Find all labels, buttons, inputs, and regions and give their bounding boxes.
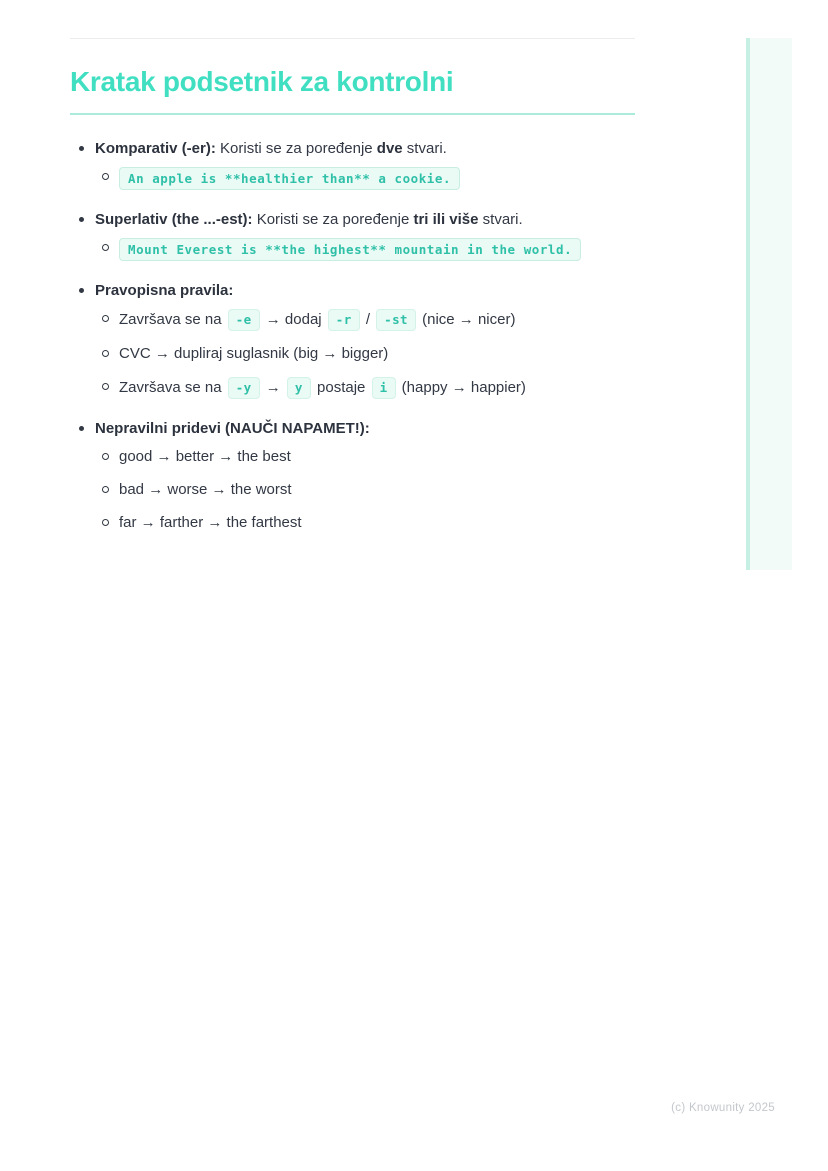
text-segment: bad → worse → the worst	[119, 481, 292, 498]
list-item-label	[95, 282, 233, 299]
bold-text: Komparativ (-er):	[95, 140, 216, 157]
sub-list-item	[95, 480, 635, 500]
text-segment: stvari.	[402, 140, 447, 157]
page-title: Kratak podsetnik za kontrolni	[70, 66, 454, 97]
sub-list-item	[95, 447, 635, 467]
inline-code-chip: -y	[228, 377, 260, 399]
text-segment: (nice → nicer)	[417, 311, 516, 328]
bullet-list	[70, 139, 635, 533]
text-segment: (happy → happier)	[397, 379, 526, 396]
sub-list-item	[95, 238, 635, 261]
list-item	[70, 281, 635, 399]
text-segment: /	[361, 311, 375, 328]
sub-list	[95, 238, 635, 261]
code-block: An apple is **healthier than** a cookie.	[119, 167, 460, 190]
top-divider	[70, 38, 635, 39]
text-segment: →	[261, 379, 285, 396]
text-segment: good → better → the best	[119, 448, 291, 465]
bold-text: dve	[376, 140, 403, 157]
list-item-label	[95, 140, 447, 157]
sub-list-item	[95, 344, 635, 364]
footer-copyright: (c) Knowunity 2025	[671, 1102, 775, 1114]
list-item-label	[95, 420, 370, 437]
bold-text: Pravopisna pravila:	[95, 282, 234, 299]
list-item	[70, 419, 635, 533]
list-item-label	[95, 211, 523, 228]
sub-list	[95, 309, 635, 399]
bold-text: Superlativ (the ...-est):	[95, 211, 253, 228]
sub-list-item	[95, 309, 635, 331]
text-segment: Završava se na	[119, 379, 226, 396]
sub-list-item	[95, 377, 635, 399]
text-segment: far → farther → the farthest	[119, 514, 302, 531]
title-underline	[70, 113, 635, 115]
sub-list	[95, 447, 635, 533]
sub-list-item	[95, 167, 635, 190]
inline-code-chip: -st	[376, 309, 416, 331]
text-segment: stvari.	[478, 211, 523, 228]
inline-code-chip: y	[287, 377, 311, 399]
text-segment: CVC → dupliraj suglasnik (big → bigger)	[119, 345, 389, 362]
inline-code-chip: i	[372, 377, 396, 399]
text-segment: Koristi se za poređenje	[215, 140, 377, 157]
inline-code-chip: -e	[228, 309, 260, 331]
text-segment: Koristi se za poređenje	[252, 211, 414, 228]
text-segment: → dodaj	[261, 311, 326, 328]
note-content	[70, 0, 635, 553]
side-accent-bar	[746, 38, 792, 570]
inline-code-chip: -r	[328, 309, 360, 331]
bold-text: Nepravilni pridevi (NAUČI NAPAMET!):	[95, 420, 370, 437]
text-segment: postaje	[312, 379, 370, 396]
code-block: Mount Everest is **the highest** mountain in the world.	[119, 238, 581, 261]
text-segment: Završava se na	[119, 311, 226, 328]
list-item	[70, 139, 635, 190]
sub-list-item	[95, 513, 635, 533]
sub-list	[95, 167, 635, 190]
list-item	[70, 210, 635, 261]
bold-text: tri ili više	[413, 211, 479, 228]
